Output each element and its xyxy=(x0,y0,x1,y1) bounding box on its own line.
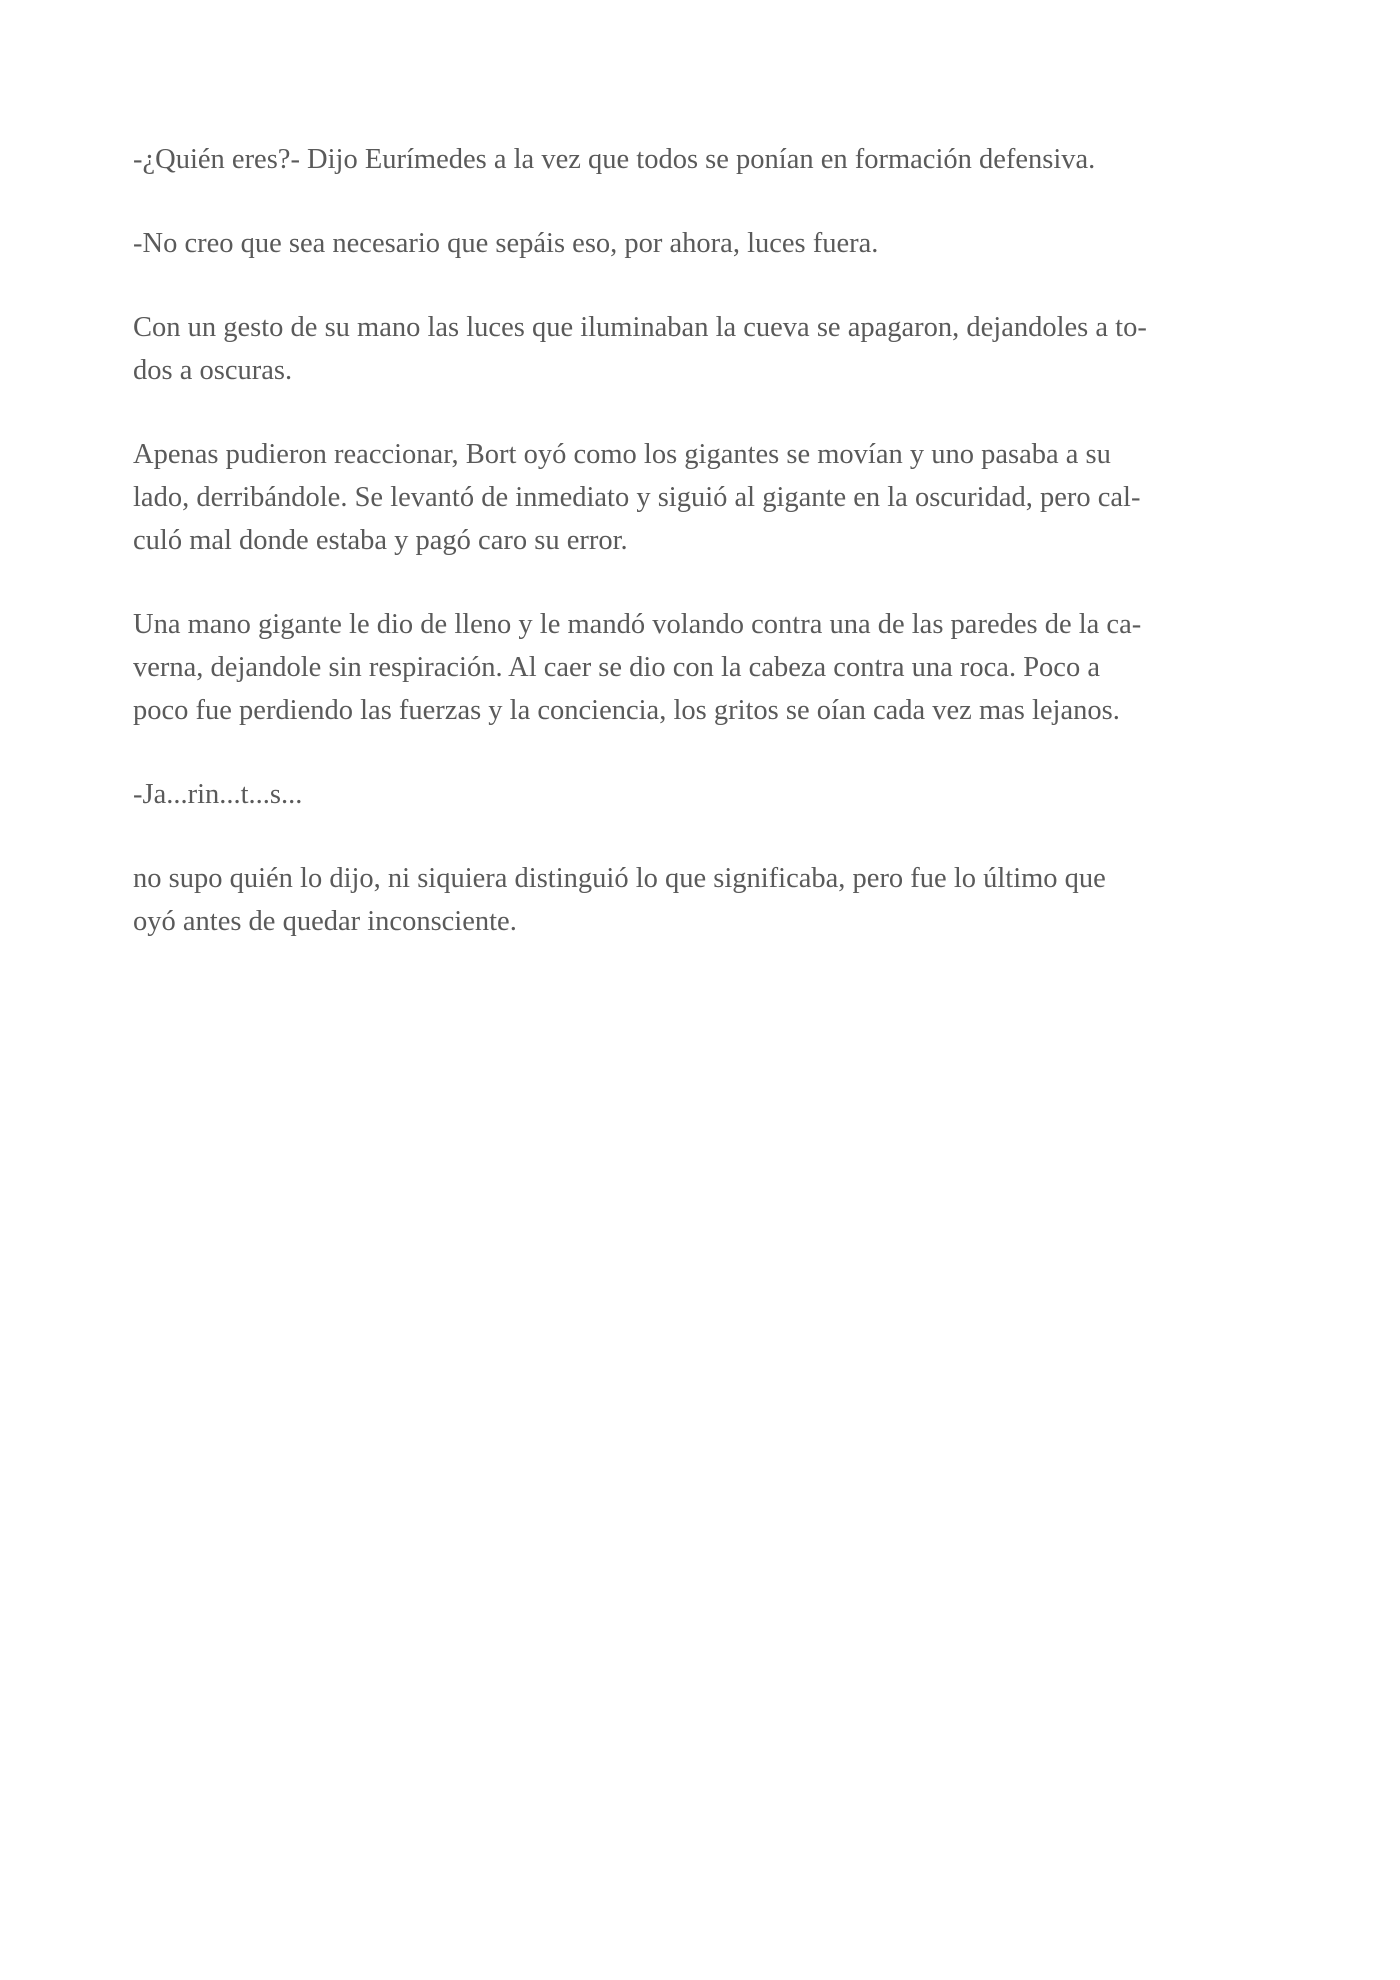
text-line: -Ja...rin...t...s... xyxy=(133,779,303,810)
text-line: no supo quién lo dijo, ni siquiera distinguió lo que significaba, pero fue lo último que xyxy=(133,863,1106,894)
paragraph-5 xyxy=(133,603,1273,732)
text-line: dos a oscuras. xyxy=(133,355,293,386)
paragraph-4 xyxy=(133,433,1273,562)
text-line: -¿Quién eres?- Dijo Eurímedes a la vez que todos se ponían en formación defensiva. xyxy=(133,144,1096,175)
text-line: poco fue perdiendo las fuerzas y la conciencia, los gritos se oían cada vez mas lejanos. xyxy=(133,695,1120,726)
text-line: -No creo que sea necesario que sepáis eso, por ahora, luces fuera. xyxy=(133,228,879,259)
paragraph-1 xyxy=(133,138,1273,181)
text-line: culó mal donde estaba y pagó caro su error. xyxy=(133,525,628,556)
paragraph-7 xyxy=(133,857,1273,943)
body-text xyxy=(133,138,1273,984)
paragraph-2 xyxy=(133,222,1273,265)
paragraph-6 xyxy=(133,773,1273,816)
text-line: Una mano gigante le dio de lleno y le mandó volando contra una de las paredes de la ca- xyxy=(133,609,1142,640)
text-line: verna, dejandole sin respiración. Al caer se dio con la cabeza contra una roca. Poco a xyxy=(133,652,1100,683)
text-line: Apenas pudieron reaccionar, Bort oyó como los gigantes se movían y uno pasaba a su xyxy=(133,439,1111,470)
paragraph-3 xyxy=(133,306,1273,392)
text-line: oyó antes de quedar inconsciente. xyxy=(133,906,517,937)
text-line: Con un gesto de su mano las luces que iluminaban la cueva se apagaron, dejandoles a to- xyxy=(133,312,1147,343)
text-line: lado, derribándole. Se levantó de inmediato y siguió al gigante en la oscuridad, pero cal- xyxy=(133,482,1141,513)
